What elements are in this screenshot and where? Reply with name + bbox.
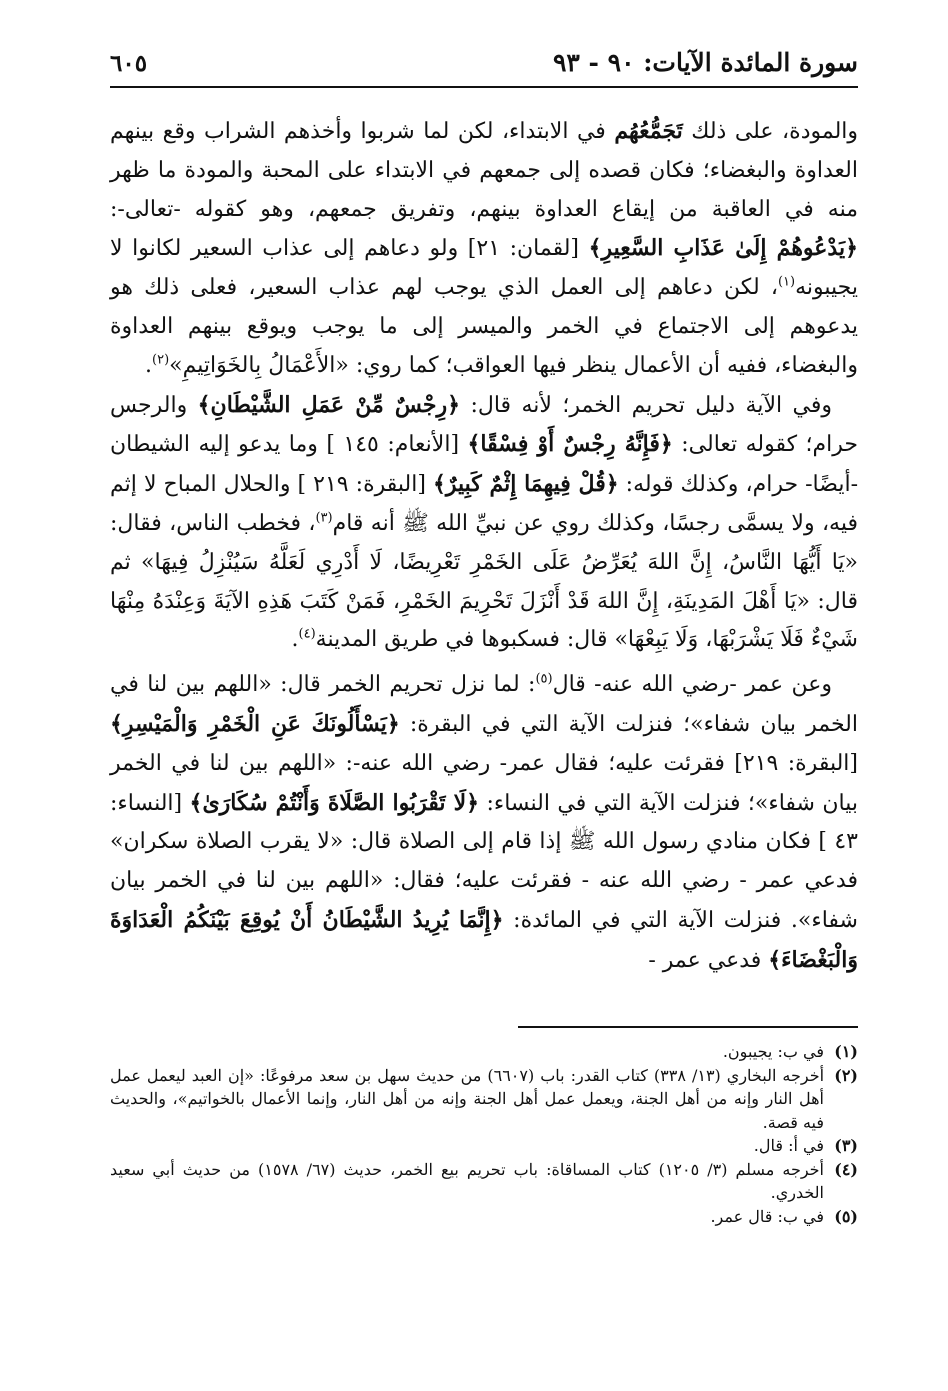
footnote-number: (٤) xyxy=(834,1159,858,1179)
footnote-number: (٣) xyxy=(834,1136,858,1155)
paragraph-2-text-o: . xyxy=(291,627,299,653)
paragraph-2-text-c: والرجس حرام؛ كقوله تعالى: xyxy=(110,392,859,458)
page-number: ٦٠٥ xyxy=(110,50,148,77)
header-divider xyxy=(110,86,858,88)
footnote-number: (٢) xyxy=(834,1065,858,1085)
quran-verse-baqarah-219: ﴿قُلْ فِيهِمَا إِثْمٌ كَبِيرٌ﴾ xyxy=(432,471,619,498)
paragraph-1 xyxy=(110,112,858,386)
running-header-title: سورة المائدة الآيات: ٩٠ - ٩٣ xyxy=(552,48,858,77)
footnote-text: في ب: يجيبون. xyxy=(722,1042,824,1061)
main-text xyxy=(110,112,858,981)
footnote-number: (٥) xyxy=(834,1206,858,1226)
paragraph-1-text-a: والمودة، على ذلك xyxy=(682,119,859,144)
paragraph-2 xyxy=(110,386,858,661)
footnote-text: في ب: قال عمر. xyxy=(710,1206,824,1226)
paragraph-3-text-i: فدعي عمر - xyxy=(648,947,769,973)
quran-verse-rijs: ﴿رِجْسٌ مِّنْ عَمَلِ الشَّيْطَانِ﴾ xyxy=(197,391,461,418)
paragraph-2-text-g: [البقرة: ٢١٩ ] والحلال المباح لا إثم فيه، ولا يسمَّى رجسًا، وكذلك روي عن نبيِّ الله ﷺ أنه قام xyxy=(110,472,858,536)
footnote-ref-2[interactable]: (٢) xyxy=(152,352,170,368)
paragraph-1-text-e: [لقمان: ٢١] ولو دعاهم إلى عذاب السعير لكانوا لا يجيبونه xyxy=(110,236,858,301)
footnote-4 xyxy=(110,1158,858,1205)
hadith-quote-sermon-2: «يَا أَهْلَ المَدِينَةِ، إِنَّ اللهَ قَدْ أَنْزَلَ تَحْرِيمَ الخَمْرِ، فَمَنْ كَتَبَ هَذِهِ الآيَةَ وَعِنْدَهُ مِنْهَا شَيْءٌ فَلَا يَشْرَبْهَا، وَلَا يَبِعْهَا» xyxy=(110,588,858,653)
paragraph-2-text-i: ، فخطب الناس، فقال: xyxy=(110,510,316,536)
footnote-5 xyxy=(110,1205,858,1229)
quran-verse-luqman-21: ﴿يَدْعُوهُمْ إِلَىٰ عَذَابِ السَّعِيرِ﴾ xyxy=(588,235,858,262)
footnote-3 xyxy=(110,1134,858,1158)
footnote-ref-4[interactable]: (٤) xyxy=(298,627,316,643)
footnote-number: (١) xyxy=(834,1042,858,1061)
footnote-ref-1[interactable]: (١) xyxy=(777,274,796,290)
footnotes xyxy=(110,1040,858,1228)
quran-verse-nisa-43: ﴿لَا تَقْرَبُوا الصَّلَاةَ وَأَنْتُمْ سُكَارَىٰ﴾ xyxy=(189,789,480,816)
hadith-quote-khawatim: «الأَعْمَالُ بِالخَوَاتِيمِ» xyxy=(169,352,349,378)
paragraph-3 xyxy=(110,666,858,980)
paragraph-2-text-k: ثم قال: xyxy=(110,549,858,614)
paragraph-3-text-e: [البقرة: ٢١٩] فقرئت عليه؛ فقال عمر- رضي الله عنه-: «اللهم بين لنا في الخمر بيان شفاء»؛ فنزلت الآية التي في النساء: xyxy=(110,750,859,816)
footnote-1 xyxy=(110,1040,858,1064)
paragraph-3-text-c: : لما نزل تحريم الخمر قال: «اللهم بين لنا في الخمر بيان شفاء»؛ فنزلت الآية التي في البقرة: xyxy=(110,672,858,737)
paragraph-2-text-a: وفي الآية دليل تحريم الخمر؛ لأنه قال: xyxy=(460,392,833,418)
footnote-2 xyxy=(110,1064,858,1135)
paragraph-1-text-c: في الابتداء، لكن لما شربوا وأخذهم الشراب وقع بينهم العداوة والبغضاء؛ فكان قصده إلى جمعهم في الابتداء على المحبة والمودة ما ظهر منه في العاقبة من إيقاع العداوة بينهم، وتفريق جمعهم، وهو كقوله -تعالى-: xyxy=(110,119,858,222)
footnote-text: أخرجه البخاري (١٣/ ٣٣٨) كتاب القدر: باب (٦٦٠٧) من حديث سهل بن سعد مرفوعًا: «إن العبد ليعمل عمل أهل النار وإنه من أهل الجنة، ويعمل عمل أهل الجنة وإنه من أهل النار، وإنما الأعمال بالخواتيم»، والحديث فيه قصة. xyxy=(110,1065,825,1132)
footnote-text: أخرجه مسلم (٣/ ١٢٠٥) كتاب المساقاة: باب تحريم بيع الخمر، حديث (٦٧/ ١٥٧٨) من حديث أبي سعيد الخدري. xyxy=(110,1159,825,1202)
footnote-ref-5[interactable]: (٥) xyxy=(535,671,553,687)
footnote-text: في أ: قال. xyxy=(753,1136,824,1155)
paragraph-1-quran-word: تَجَمُّعُهُم xyxy=(614,118,683,144)
paragraph-3-text-a: وعن عمر -رضي الله عنه- قال xyxy=(552,672,832,698)
footnote-divider xyxy=(518,1026,858,1028)
hadith-quote-sermon-1: «يَا أَيُّهَا النَّاسُ، إِنَّ اللهَ يُعَرِّضُ عَلَى الخَمْرِ تَعْرِيضًا، لَا أَدْرِي لَعَلَّهُ سَيُنْزِلُ فِيهَا» xyxy=(141,549,858,575)
paragraph-1-text-g: ، لكن دعاهم إلى العمل الذي يوجب لهم عذاب السعير، فعلى ذلك هو يدعوهم إلى الاجتماع في الخمر والميسر إلى ما يوجب ويوقع بينهم العداوة والبغضاء، ففيه أن الأعمال ينظر فيها العواقب؛ كما روي: xyxy=(110,275,858,378)
quran-verse-baqarah-219-b: ﴿يَسْأَلُونَكَ عَنِ الْخَمْرِ وَالْمَيْسِرِ﴾ xyxy=(110,710,400,737)
running-header xyxy=(110,40,858,84)
paragraph-1-text-j: . xyxy=(145,352,152,378)
quran-verse-anam-145: ﴿فَإِنَّهُ رِجْسٌ أَوْ فِسْقًا﴾ xyxy=(467,431,673,458)
quran-verse-maidah-91: ﴿إِنَّمَا يُرِيدُ الشَّيْطَانُ أَنْ يُوقِعَ بَيْنَكُمُ الْعَدَاوَةَ وَالْبَغْضَاءَ﴾ xyxy=(110,906,858,973)
paragraph-2-text-m: قال: فسكبوها في طريق المدينة xyxy=(315,627,615,653)
footnote-ref-3[interactable]: (٣) xyxy=(315,510,333,526)
paragraph-3-text-g: [النساء: ٤٣ ] فكان منادي رسول الله ﷺ إذا قام إلى الصلاة قال: «لا يقرب الصلاة سكران» فدعي عمر - رضي الله عنه - فقرئت عليه؛ فقال: «اللهم بين لنا في الخمر بيان شفاء». فنزلت الآية التي في المائدة: xyxy=(110,790,858,933)
paragraph-2-text-e: [الأنعام: ١٤٥ ] وما يدعو إليه الشيطان -أيضًا- حرام، وكذلك قوله: xyxy=(110,432,859,498)
